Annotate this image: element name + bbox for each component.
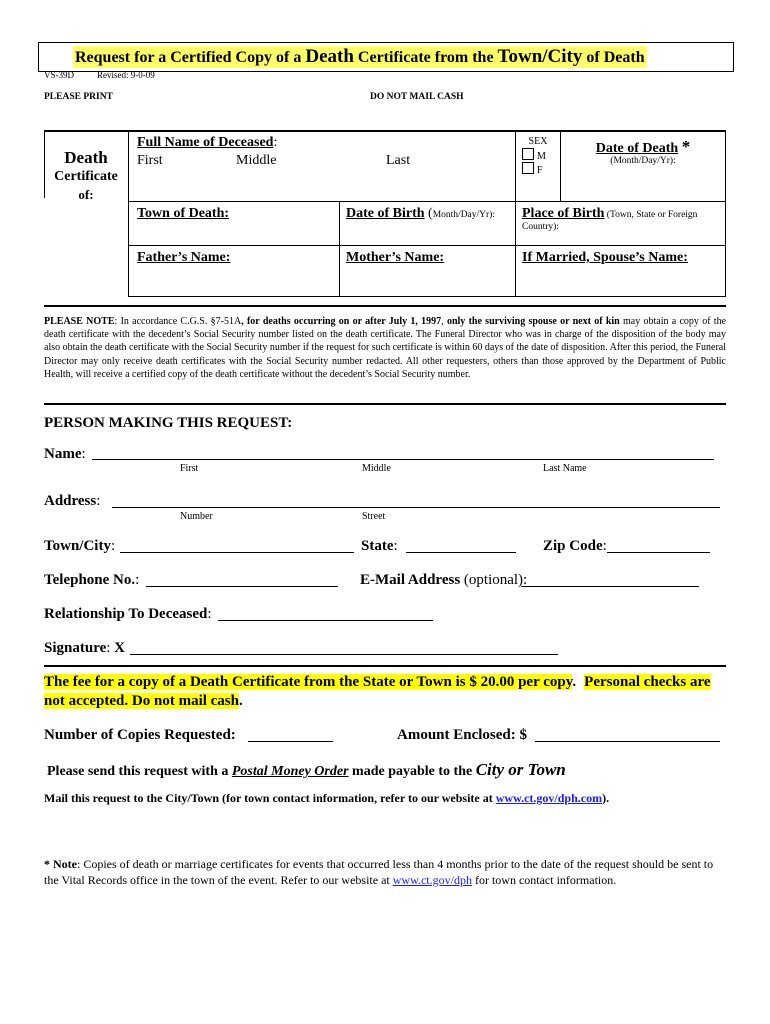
- do-not-mail-cash: DO NOT MAIL CASH: [370, 92, 464, 102]
- relationship-label: Relationship To Deceased:: [44, 606, 212, 622]
- table-top-border: [44, 130, 726, 132]
- section-title-certificate: Certificate: [54, 169, 118, 184]
- please-note-paragraph: PLEASE NOTE: In accordance C.G.S. §7-51A, for deaths occurring on or after July 1, 1997, only the surviving spouse or next of kin may obtain a copy of the death certificate with the decedent’s Social Security number listed on the death certificate. The Funeral Director who was in charge of the disposition of the body may also obtain the death certificate with the Social Security number if the request for such certificate is within 60 days of the date of disposition. After this period, the Funeral Director may only receive death certificates with the Social Security number redacted. All other requesters, others than those approved by the Department of Public Health, will receive a certified copy of the death certificate without the decedent’s Social Security number.: [44, 316, 727, 380]
- address-number-caption: Number: [180, 511, 213, 522]
- table-divider: [128, 131, 129, 297]
- male-checkbox[interactable]: [522, 148, 534, 160]
- place-of-birth-label: Place of Birth (Town, State or Foreign: [522, 206, 698, 221]
- please-print: PLEASE PRINT: [44, 92, 113, 102]
- name-last-caption: Last Name: [543, 463, 587, 474]
- form-id: VS-39D: [44, 70, 75, 80]
- relationship-field[interactable]: [218, 620, 433, 621]
- place-of-birth-format: Country):: [522, 222, 559, 232]
- footnote: * Note: Copies of death or marriage certificates for events that occurred less than 4 months prior to the date of the request should be sent to the Vital Records office in the town of the event. Refer to our website at www.ct.gov/dph for town contact information.: [44, 857, 714, 887]
- signature-field[interactable]: [130, 654, 558, 655]
- address-field[interactable]: [112, 507, 720, 508]
- requester-name-field[interactable]: [92, 459, 714, 460]
- table-row-divider: [128, 201, 726, 202]
- state-field[interactable]: [406, 552, 516, 553]
- section-title-death: Death: [64, 148, 108, 167]
- table-row-divider: [128, 296, 726, 297]
- state-label: State:: [361, 538, 398, 554]
- telephone-field[interactable]: [146, 586, 338, 587]
- sex-female-option[interactable]: F: [522, 162, 543, 176]
- divider: [44, 305, 726, 307]
- date-of-death-format: (Month/Day/Yr):: [610, 156, 676, 166]
- zip-code-field[interactable]: [607, 552, 710, 553]
- copies-requested-field[interactable]: [248, 741, 333, 742]
- requester-name-label: Name:: [44, 446, 86, 462]
- town-city-field[interactable]: [120, 552, 354, 553]
- address-label: Address:: [44, 493, 101, 509]
- table-row-divider: [128, 245, 726, 246]
- middle-name-caption: Middle: [236, 153, 277, 168]
- amount-enclosed-field[interactable]: [535, 741, 720, 742]
- mothers-name-label: Mother’s Name:: [346, 250, 445, 265]
- female-checkbox[interactable]: [522, 162, 534, 174]
- title-box: [38, 42, 734, 72]
- spouse-name-label: If Married, Spouse’s Name:: [522, 250, 688, 265]
- last-name-caption: Last: [386, 153, 411, 168]
- address-street-caption: Street: [362, 511, 386, 522]
- fee-notice: The fee for a copy of a Death Certificate from the State or Town is $ 20.00 per copy. Personal checks are: [44, 674, 711, 690]
- revised-date: Revised: 9-0-09: [97, 70, 155, 80]
- table-right-border: [725, 131, 726, 297]
- dph-website-link[interactable]: www.ct.gov/dph.com: [495, 791, 603, 805]
- date-of-birth-label: Date of Birth (Month/Day/Yr):: [346, 206, 495, 221]
- date-of-death-label: Date of Death *: [595, 137, 691, 156]
- town-of-death-label: Town of Death:: [137, 206, 230, 221]
- divider: [44, 665, 726, 667]
- full-name-label: Full Name of Deceased:: [137, 135, 278, 150]
- divider: [44, 403, 726, 405]
- name-first-caption: First: [180, 463, 199, 474]
- sex-label: SEX: [528, 136, 548, 147]
- form-title: Request for a Certified Copy of a Death Certificate from the Town/City of Death: [75, 46, 645, 67]
- signature-label: Signature: X: [44, 640, 125, 656]
- section-title-of: of:: [78, 187, 94, 202]
- table-divider: [339, 202, 340, 297]
- send-instructions: Please send this request with a Postal Money Order made payable to the City or Town: [47, 760, 566, 779]
- fee-notice-cont: not accepted. Do not mail cash.: [44, 693, 243, 709]
- mail-instructions: Mail this request to the City/Town (for town contact information, refer to our website at www.ct.gov/dph.com).: [44, 791, 610, 805]
- first-name-caption: First: [137, 153, 163, 168]
- amount-enclosed-label: Amount Enclosed: $: [397, 727, 528, 743]
- name-middle-caption: Middle: [362, 463, 391, 474]
- email-label: E-Mail Address (optional):: [360, 572, 528, 588]
- table-divider: [515, 131, 516, 297]
- zip-code-label: Zip Code:: [543, 538, 607, 554]
- telephone-label: Telephone No.:: [44, 572, 140, 588]
- fathers-name-label: Father’s Name:: [137, 250, 231, 265]
- footnote-website-link[interactable]: www.ct.gov/dph: [392, 873, 472, 887]
- town-city-label: Town/City:: [44, 538, 116, 554]
- sex-male-option[interactable]: M: [522, 148, 546, 162]
- copies-requested-label: Number of Copies Requested:: [44, 727, 236, 743]
- email-field[interactable]: [521, 586, 699, 587]
- requester-heading: PERSON MAKING THIS REQUEST:: [44, 415, 293, 431]
